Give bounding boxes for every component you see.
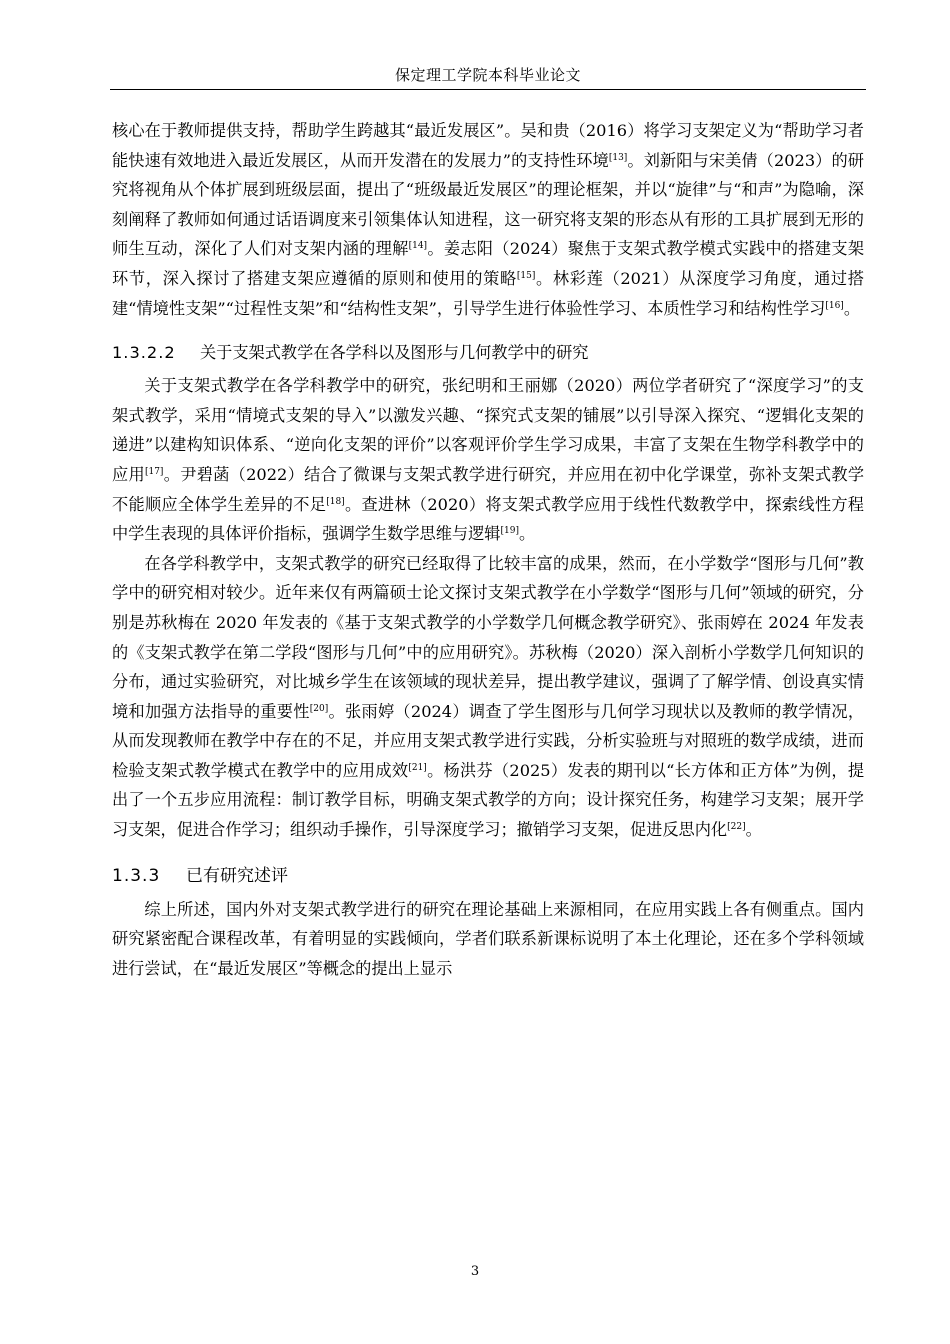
citation: [16]: [825, 300, 844, 311]
page-number: 3: [470, 1264, 480, 1279]
citation: [13]: [608, 152, 628, 163]
paragraph-review-summary: 综上所述，国内外对支架式教学进行的研究在理论基础上来源相同，在应用实践上各有侧重点。国内研究紧密配合课程改革，有着明显的实践倾向，学者们联系新课标说明了本土化理论，还在多个学科领域进行尝试，在“最近发展区”等概念的提出上显示: [112, 899, 864, 978]
citation: [19]: [500, 526, 519, 537]
citation: [14]: [408, 241, 428, 252]
citation: [15]: [516, 270, 536, 281]
citation: [21]: [408, 762, 427, 773]
citation: [18]: [326, 496, 345, 507]
header-rule: [110, 89, 866, 90]
subsection-heading-1-3-2-2: [112, 335, 864, 371]
citation: [17]: [144, 466, 164, 477]
citation: [20]: [309, 703, 329, 714]
heading-number: 1.3.3: [112, 865, 161, 886]
paragraph-subject-research: 关于支架式教学在各学科教学中的研究，张纪明和王丽娜（2020）两位学者研究了“深度学习”的支架式教学，采用“情境式支架的导入”以激发兴趣、“探究式支架的铺展”以引导深入探究、“逻辑化支架的递进”以建构知识体系、“逆向化支架的评价”以客观评价学生学习成果，丰富了支架在生物学科教学中的应用[17]。尹碧菡（2022）结合了微课与支架式教学进行研究，并应用在初中化学课堂，弥补支架式教学不能顺应全体学生差异的不足[18]。查进林（2020）将支架式教学应用于线性代数教学中，探索线性方程中学生表现的具体评价指标，强调学生数学思维与逻辑[19]。: [112, 376, 865, 544]
paragraph-support-definitions: 核心在于教师提供支持，帮助学生跨越其“最近发展区”。吴和贵（2016）将学习支架定义为“帮助学习者能快速有效地进入最近发展区，从而开发潜在的发展力”的支持性环境[13]。刘新阳与宋美倩（2023）的研究将视角从个体扩展到班级层面，提出了“班级最近发展区”的理论框架，并以“旋律”与“和声”为隐喻，深刻阐释了教师如何通过话语调度来引领集体认知进程，这一研究将支架的形态从有形的工具扩展到无形的师生互动，深化了人们对支架内涵的理解[14]。姜志阳（2024）聚焦于支架式教学模式实践中的搭建支架环节，深入探讨了搭建支架应遵循的原则和使用的策略[15]。林彩莲（2021）从深度学习角度，通过搭建“情境性支架”“过程性支架”和“结构性支架”，引导学生进行体验性学习、本质性学习和结构性学习[16]。: [112, 121, 865, 318]
section-heading-1-3-3: [112, 857, 864, 895]
citation: [22]: [727, 822, 746, 833]
heading-number: 1.3.2.2: [112, 343, 176, 363]
body-text: [112, 116, 864, 983]
paragraph-geometry-research: 在各学科教学中，支架式教学的研究已经取得了比较丰富的成果，然而，在小学数学“图形与几何”教学中的研究相对较少。近年来仅有两篇硕士论文探讨支架式教学在小学数学“图形与几何”领域的研究，分别是苏秋梅在 2020 年发表的《基于支架式教学的小学数学几何概念教学研究》、张雨婷在 2024 年发表的《支架式教学在第二学段“图形与几何”中的应用研究》。苏秋梅（2020）深入剖析小学数学几何知识的分布，通过实验研究，对比城乡学生在该领域的现状差异，提出教学建议，强调了了解学情、创设真实情境和加强方法指导的重要性[20]。张雨婷（2024）调查了学生图形与几何学习现状以及教师的教学情况，从而发现教师在教学中存在的不足，并应用支架式教学进行实践，分析实验班与对照班的数学成绩，进而检验支架式教学模式在教学中的应用成效[21]。杨洪芬（2025）发表的期刊以“长方体和正方体”为例，提出了一个五步应用流程：制订教学目标，明确支架式教学的方向；设计探究任务，构建学习支架；展开学习支架，促进合作学习；组织动手操作，引导深度学习；撤销学习支架，促进反思内化[22]。: [112, 553, 865, 840]
heading-title: 关于支架式教学在各学科以及图形与几何教学中的研究: [200, 343, 589, 363]
running-header: 保定理工学院本科毕业论文: [394, 66, 581, 84]
heading-title: 已有研究述评: [186, 865, 288, 886]
